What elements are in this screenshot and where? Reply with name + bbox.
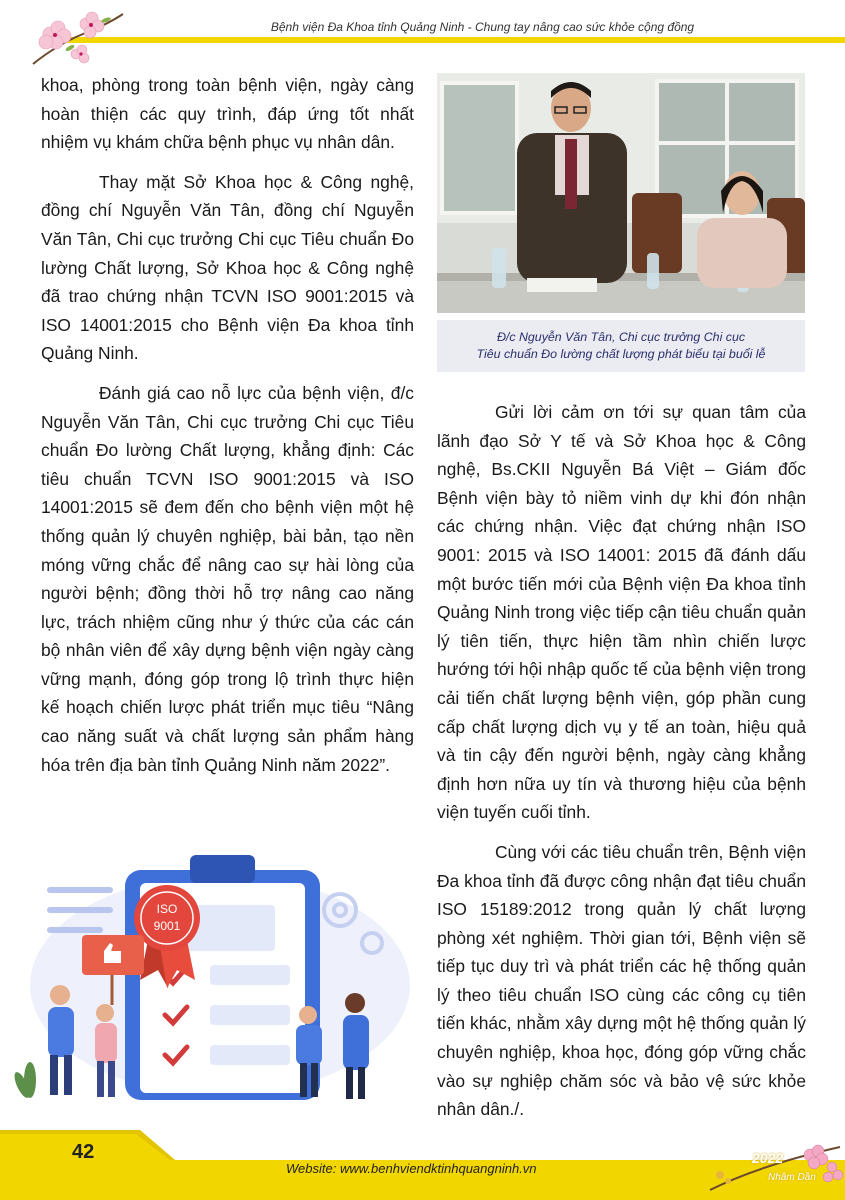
tet-blossom-logo <box>700 1135 845 1200</box>
tet-year: 2022 <box>752 1150 784 1166</box>
paragraph: Gửi lời cảm ơn tới sự quan tâm của lãnh đạo Sở Y tế và Sở Khoa học & Công nghệ, Bs.CKII Nguyễn Bá Việt – Giám đốc Bệnh viện bày tỏ niềm vinh dự khi đón nhận các chứng nhận. Việc đạt chứng nhận ISO 9001: 2015 và ISO 14001: 2015 đã đánh dấu một bước tiến mới của Bệnh viện Đa khoa tỉnh Quảng Ninh trong việc tiếp cận tiêu chuẩn quản lý tiên tiến, thực hiện tầm nhìn chiến lược hướng tới hội nhập quốc tế của bệnh viện trong cải tiến chất lượng bệnh viện, góp phần cung cấp chất lượng dịch vụ y tế an toàn, hiệu quả và tin cậy đến người bệnh, ngày càng khẳng định hơn nữa uy tín và thương hiệu của bệnh viện tuyến cuối tỉnh. <box>437 402 806 823</box>
paragraph: khoa, phòng trong toàn bệnh viện, ngày càng hoàn thiện các quy trình, đáp ứng tốt nhất nhiệm vụ khám chữa bệnh phục vụ nhân dân. <box>41 75 414 153</box>
caption-line: Đ/c Nguyễn Văn Tân, Chi cục trưởng Chi cục <box>496 330 746 344</box>
right-column-text <box>437 398 806 1135</box>
page-number: 42 <box>72 1141 95 1163</box>
badge-text: ISO <box>156 902 178 916</box>
iso-badge <box>134 885 200 988</box>
paragraph: Thay mặt Sở Khoa học & Công nghệ, đồng chí Nguyễn Văn Tân, đồng chí Nguyễn Văn Tân, Chi cục trưởng Chi cục Tiêu chuẩn Đo lường Chất lượng, Sở Khoa học & Công nghệ đã trao chứng nhận TCVN ISO 9001:2015 và ISO 14001:2015 cho Bệnh viện Đa khoa tỉnh Quảng Ninh. <box>41 171 414 364</box>
website-line <box>286 1161 537 1176</box>
website-url[interactable]: www.benhviendktinhquangninh.vn <box>339 1161 537 1176</box>
header-yellow-rule <box>60 37 845 43</box>
cherry-blossom-icon <box>28 4 128 74</box>
paragraph: Cùng với các tiêu chuẩn trên, Bệnh viện Đa khoa tỉnh đã được công nhận đạt tiêu chuẩn ISO 15189:2012 trong quản lý chất lượng phòng xét nghiệm. Thời gian tới, Bệnh viện sẽ tiếp tục duy trì và phát triển các hệ thống quản lý theo tiêu chuẩn ISO cùng các công cụ tiên tiến khác, nhằm xây dựng một hệ thống quản lý chuyên nghiệp, khoa học, đóng góp vững chắc vào sự nghiệp chăm sóc và bảo vệ sức khỏe nhân dân./. <box>437 841 806 1120</box>
photo-caption <box>437 320 805 372</box>
left-column-text <box>41 71 414 790</box>
iso-clipboard-illustration <box>0 835 420 1105</box>
running-title: Bệnh viện Đa Khoa tỉnh Quảng Ninh - Chung tay nâng cao sức khỏe cộng đồng <box>270 20 695 34</box>
badge-text: 9001 <box>153 919 181 933</box>
website-label: Website: <box>286 1161 340 1176</box>
caption-line: Tiêu chuẩn Đo lường chất lượng phát biểu tại buổi lễ <box>476 347 766 361</box>
tet-subtitle: Nhâm Dần <box>768 1172 816 1183</box>
paragraph: Đánh giá cao nỗ lực của bệnh viện, đ/c Nguyễn Văn Tân, Chi cục trưởng Chi cục Tiêu chuẩn Đo lường Chất lượng, khẳng định: Các tiêu chuẩn TCVN ISO 9001:2015 và ISO 14001:2015 sẽ đem đến cho bệnh viện một hệ thống quản lý chuyên nghiệp, bài bản, tạo nền móng vững chắc để nâng cao sự hài lòng của người bệnh; đồng thời hỗ trợ nâng cao năng lực, trách nhiệm cũng như ý thức của các cán bộ nhân viên để xây dựng bệnh viện ngày càng vững mạnh, đóng góp trong lộ trình thực hiện kế hoạch chiến lược phát triển mục tiêu “Nâng cao năng suất và chất lượng sản phẩm hàng hóa trên địa bàn tỉnh Quảng Ninh năm 2022”. <box>41 382 414 775</box>
event-photo <box>437 73 805 313</box>
